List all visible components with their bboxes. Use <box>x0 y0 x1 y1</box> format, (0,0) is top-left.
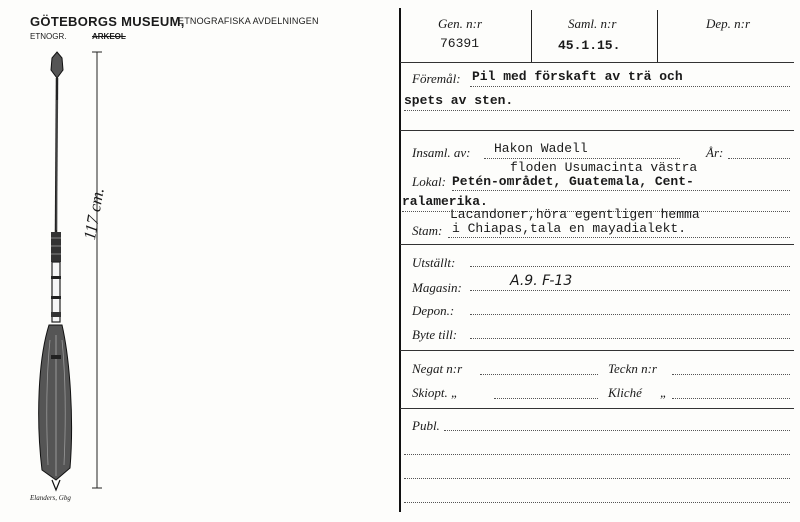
department-name: ETNOGRAFISKA AVDELNINGEN <box>178 16 319 26</box>
stam-insert: Lacandoner,höra egentligen hemma <box>450 207 700 222</box>
stam-label: Stam: <box>412 223 443 238</box>
lokal-line1: Petén-området, Guatemala, Cent- <box>452 174 694 189</box>
header-divider-2 <box>657 10 658 62</box>
etnogr-label: ETNOGR. <box>30 32 67 41</box>
depon-label: Depon.: <box>412 303 455 318</box>
length-annotation: 117 cm. <box>80 186 108 242</box>
kliche-label: Kliché <box>608 385 642 400</box>
left-border <box>399 8 401 512</box>
magasin-label: Magasin: <box>412 280 462 295</box>
arrow-binding <box>51 232 61 262</box>
saml-label: Saml. n:r <box>568 16 617 31</box>
foremal-line2: spets av sten. <box>404 93 514 108</box>
arrow-stone-tip <box>51 52 63 78</box>
insaml-label: Insaml. av: <box>412 145 471 160</box>
lokal-line2: ralamerika. <box>402 194 488 209</box>
negat-label: Negat n:r <box>412 361 463 376</box>
lokal-label: Lokal: <box>412 174 446 189</box>
utstallt-label: Utställt: <box>412 255 456 270</box>
foremal-line1: Pil med förskaft av trä och <box>472 69 683 84</box>
magasin-value: A.9. F-13 <box>510 273 573 289</box>
insaml-value: Hakon Wadell <box>494 141 588 156</box>
header-rule <box>400 62 794 63</box>
gen-label: Gen. n:r <box>438 16 483 31</box>
stam-value: i Chiapas,tala en mayadialekt. <box>452 221 687 236</box>
publ-label: Publ. <box>412 418 440 433</box>
printer-credit: Elanders, Gbg <box>30 494 71 502</box>
byte-label: Byte till: <box>412 327 458 342</box>
ar-label: År: <box>706 145 724 160</box>
teckn-label: Teckn n:r <box>608 361 657 376</box>
arrow-feathers <box>39 325 72 480</box>
skiopt-label: Skiopt. „ <box>412 385 459 400</box>
struck-label: ARKEOL <box>92 32 126 41</box>
gen-value: 76391 <box>440 36 480 51</box>
saml-value: 45.1.15. <box>558 38 621 53</box>
dep-label: Dep. n:r <box>706 16 751 31</box>
museum-name: GÖTEBORGS MUSEUM, <box>30 14 185 29</box>
header-divider-1 <box>531 10 532 62</box>
lokal-insert: floden Usumacinta västra <box>510 160 698 175</box>
kliche-ditto: „ <box>660 385 668 400</box>
foremal-label: Föremål: <box>412 71 461 86</box>
